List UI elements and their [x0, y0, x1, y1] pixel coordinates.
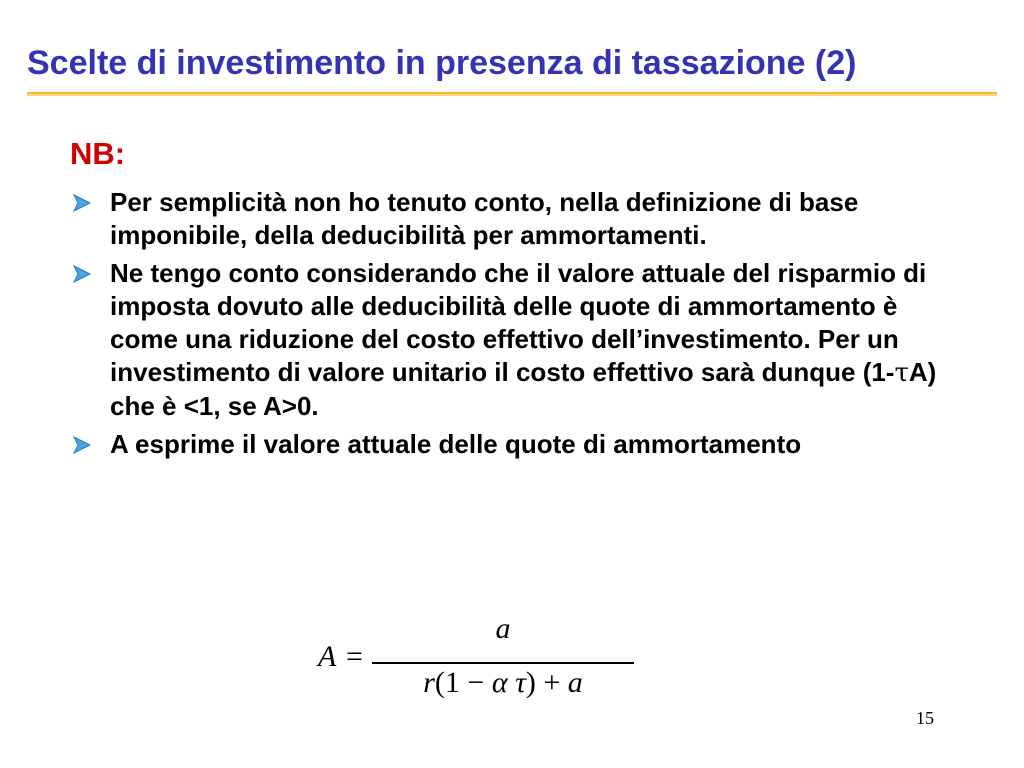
den-alpha: α: [491, 666, 508, 699]
den-a: a: [567, 666, 583, 699]
den-open: (1 −: [434, 666, 492, 699]
bullet-text: Per semplicità non ho tenuto conto, nella definizione di base imponibile, della deducibilità per ammortamenti.: [110, 187, 859, 250]
den-tau: τ: [507, 666, 526, 699]
arrow-bullet-icon: [72, 193, 92, 213]
bullet-text: A esprime il valore attuale delle quote di ammortamento: [110, 429, 802, 459]
arrow-bullet-icon: [72, 435, 92, 455]
page-number: 15: [916, 708, 934, 728]
bullet-text-end: A) che è <1, se A>0.: [110, 357, 937, 421]
title-underline: [27, 92, 997, 96]
arrow-bullet-icon: [72, 264, 92, 284]
den-close: ) +: [525, 666, 568, 699]
bullet-item: [72, 186, 952, 252]
formula-lhs: A: [318, 640, 337, 673]
bullet-item: [72, 257, 952, 423]
nb-label: NB:: [70, 136, 126, 171]
fraction-bar: [372, 662, 634, 664]
tau-symbol: τ: [894, 358, 909, 388]
formula-denominator: [372, 666, 634, 700]
bullet-item: [72, 428, 952, 461]
bullet-text: Ne tengo conto considerando che il valore attuale del risparmio di imposta dovuto alle deducibilità delle quote di ammortamento è come una riduzione del costo effettivo dell’investimento. Per un investimento di valore unitario il costo effettivo sarà dunque (1-: [110, 258, 927, 387]
formula-numerator: a: [495, 612, 511, 645]
formula-equals: =: [346, 640, 363, 673]
bullet-list: [72, 186, 952, 466]
den-r: r: [423, 666, 435, 699]
slide-title: Scelte di investimento in presenza di tassazione (2): [27, 44, 857, 82]
formula: [312, 610, 642, 700]
